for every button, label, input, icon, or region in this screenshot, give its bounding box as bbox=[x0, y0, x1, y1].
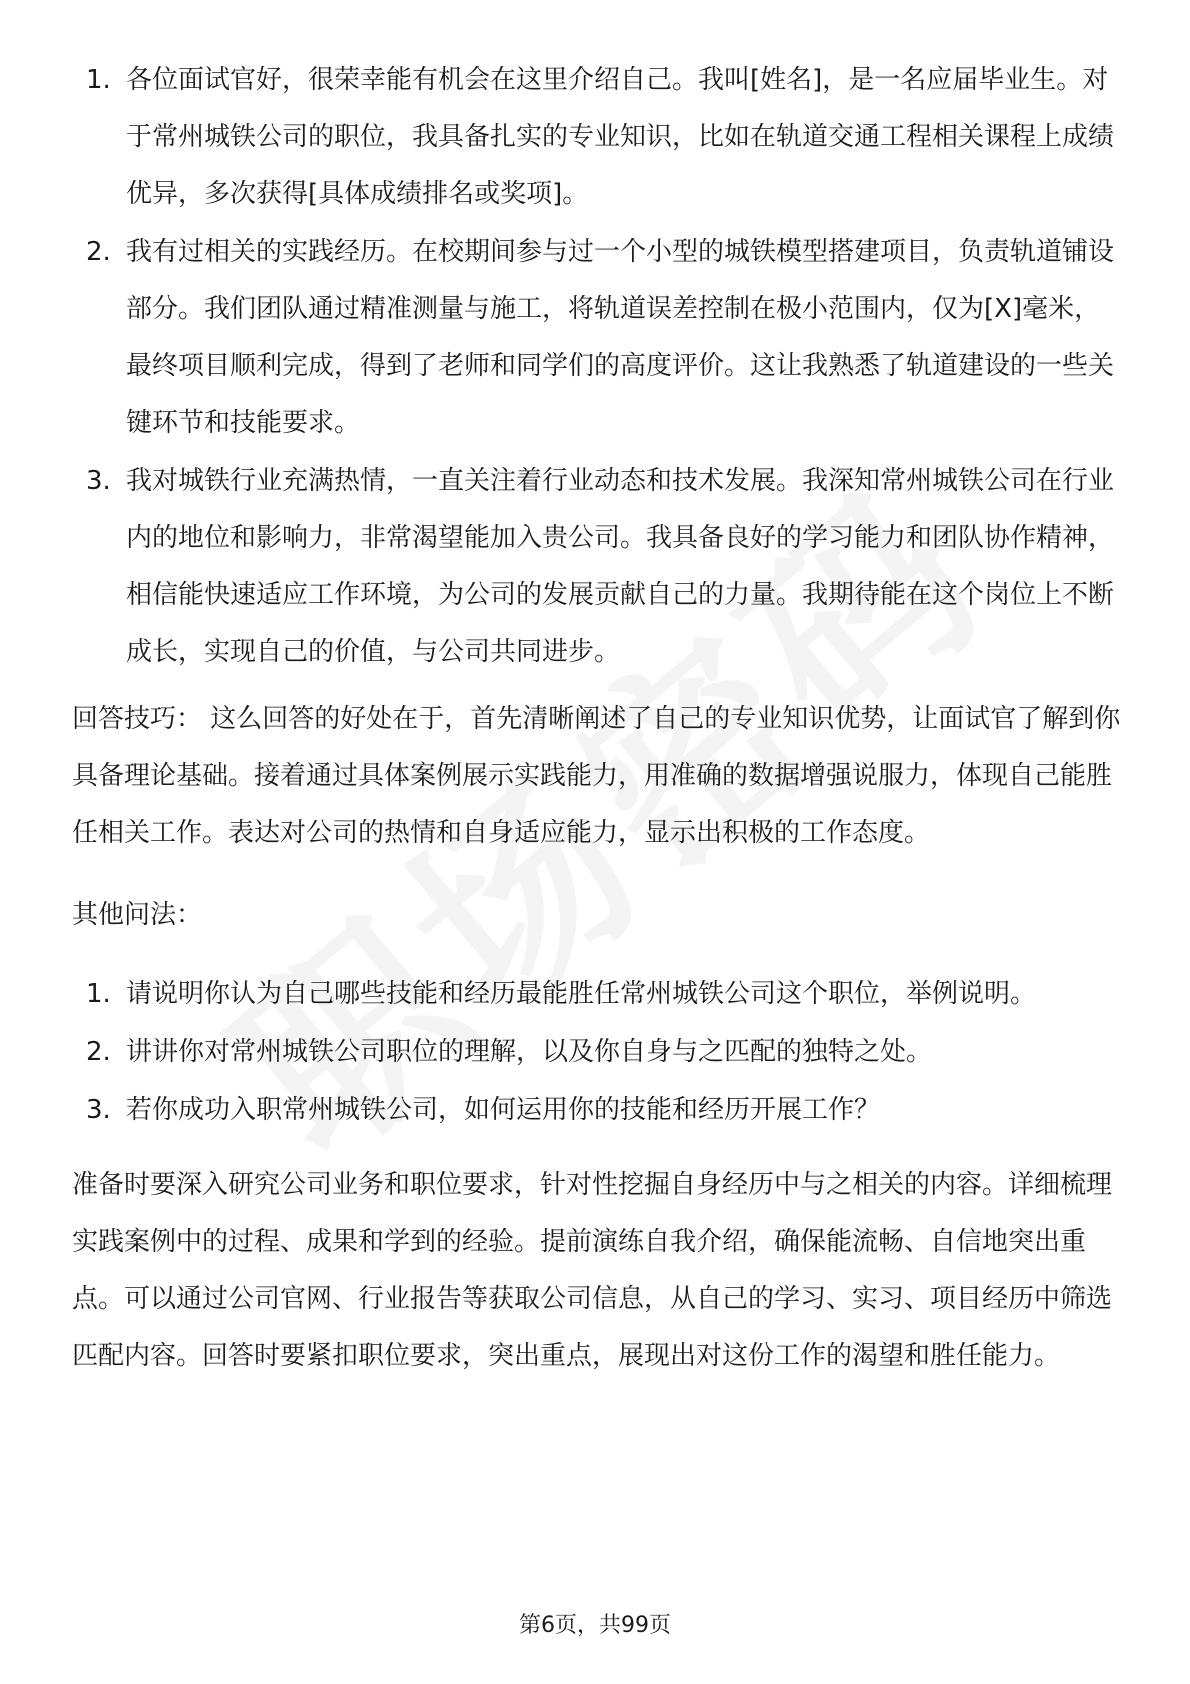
list-item-number: 2. bbox=[86, 237, 111, 267]
preparation-advice-paragraph: 准备时要深入研究公司业务和职位要求，针对性挖掘自身经历中与之相关的内容。详细梳理实践案例中的过程、成果和学到的经验。提前演练自我介绍，确保能流畅、自信地突出重点。可以通过公司官网、行业报告等获取公司信息，从自己的学习、实习、项目经历中筛选匹配内容。回答时要紧扣职位要求，突出重点，展现出对这份工作的渴望和胜任能力。 bbox=[72, 1170, 1113, 1371]
other-questions-list bbox=[72, 966, 1122, 1139]
document-body bbox=[72, 52, 1122, 1385]
list-item bbox=[72, 453, 1122, 681]
list-item bbox=[72, 1082, 1122, 1139]
list-item-number: 3. bbox=[86, 1095, 111, 1125]
list-item bbox=[72, 224, 1122, 452]
list-item-text: 讲讲你对常州城铁公司职位的理解，以及你自身与之匹配的独特之处。 bbox=[126, 1037, 933, 1067]
list-item-number: 3. bbox=[86, 466, 111, 496]
list-item-text: 我有过相关的实践经历。在校期间参与过一个小型的城铁模型搭建项目，负责轨道铺设部分。我们团队通过精准测量与施工，将轨道误差控制在极小范围内，仅为[X]毫米，最终项目顺利完成，得到了老师和同学们的高度评价。这让我熟悉了轨道建设的一些关键环节和技能要求。 bbox=[126, 237, 1115, 438]
list-item bbox=[72, 1024, 1122, 1081]
list-item-number: 1. bbox=[86, 979, 111, 1009]
list-item-text: 各位面试官好，很荣幸能有机会在这里介绍自己。我叫[姓名]，是一名应届毕业生。对于常州城铁公司的职位，我具备扎实的专业知识，比如在轨道交通工程相关课程上成绩优异，多次获得[具体成绩排名或奖项]。 bbox=[126, 65, 1115, 209]
list-item-number: 1. bbox=[86, 65, 111, 95]
list-item-text: 我对城铁行业充满热情，一直关注着行业动态和技术发展。我深知常州城铁公司在行业内的地位和影响力，非常渴望能加入贵公司。我具备良好的学习能力和团队协作精神，相信能快速适应工作环境，为公司的发展贡献自己的力量。我期待能在这个岗位上不断成长，实现自己的价值，与公司共同进步。 bbox=[126, 466, 1115, 667]
list-item-text: 请说明你认为自己哪些技能和经历最能胜任常州城铁公司这个职位，举例说明。 bbox=[126, 979, 1037, 1009]
intro-answer-list bbox=[72, 52, 1122, 681]
list-item-text: 若你成功入职常州城铁公司，如何运用你的技能和经历开展工作？ bbox=[126, 1095, 881, 1125]
other-questions-heading: 其他问法： bbox=[72, 900, 203, 930]
list-item bbox=[72, 966, 1122, 1023]
list-item bbox=[72, 52, 1122, 223]
answer-tips-paragraph: 回答技巧： 这么回答的好处在于，首先清晰阐述了自己的专业知识优势，让面试官了解到你具备理论基础。接着通过具体案例展示实践能力，用准确的数据增强说服力，体现自己能胜任相关工作。表达对公司的热情和自身适应能力，显示出积极的工作态度。 bbox=[72, 704, 1121, 848]
list-item-number: 2. bbox=[86, 1037, 111, 1067]
page-number-footer: 第6页，共99页 bbox=[519, 1613, 671, 1638]
